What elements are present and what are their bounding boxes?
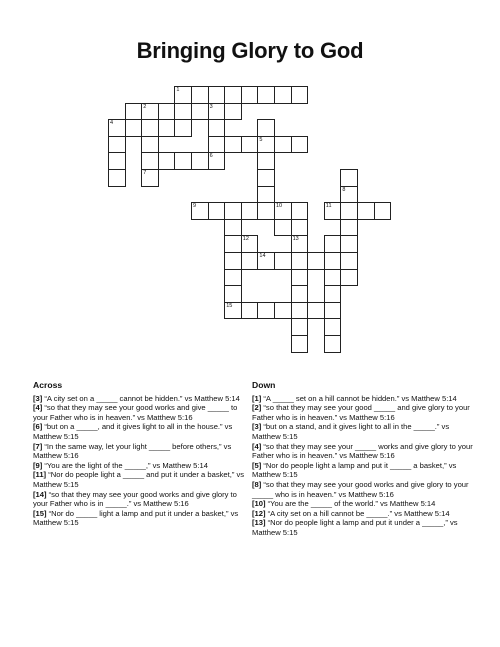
clue-text: “so that they may see your good works and give _____ to your Father who is in heaven.” vs Matthew 5:16: [33, 403, 238, 422]
across-clue: [33, 509, 251, 528]
clue-text: “but on a stand, and it gives light to all in the _____.” vs Matthew 5:15: [252, 422, 450, 441]
clue-text: “so that they may see your good works and give glory to your _____ who is in heaven.” vs Matthew 5:16: [252, 479, 469, 499]
grid-cell[interactable]: [108, 152, 126, 170]
clue-text: “so that they may see your _____ works and give glory to your Father who is in heaven.” vs Matthew 5:16: [252, 441, 473, 461]
clue-label: [7]: [33, 441, 43, 451]
grid-cell[interactable]: [291, 335, 309, 353]
grid-cell[interactable]: [324, 318, 342, 336]
grid-cell[interactable]: [291, 235, 309, 253]
across-clues: [33, 381, 251, 528]
grid-cell[interactable]: [291, 285, 309, 303]
grid-cell[interactable]: [291, 302, 309, 320]
down-clue: [252, 461, 474, 480]
clue-number: 12: [242, 236, 249, 243]
grid-cell[interactable]: [274, 302, 292, 320]
grid-cell[interactable]: [274, 252, 292, 270]
grid-cell[interactable]: [340, 202, 358, 220]
clue-number: 9: [193, 203, 197, 210]
clue-text: “Nor do _____ light a lamp and put it under a basket,” vs Matthew 5:15: [33, 508, 239, 528]
clue-text: “so that they may see your good _____ and give glory to your Father who is in heaven.” vs Matthew 5:16: [252, 403, 470, 422]
grid-cell[interactable]: [291, 269, 309, 287]
clue-number: 4: [110, 120, 114, 127]
grid-cell[interactable]: [208, 103, 226, 121]
grid-cell[interactable]: [158, 119, 176, 137]
clue-label: [3]: [33, 393, 43, 403]
grid-cell[interactable]: [191, 103, 209, 121]
clue-text: “A city set on a _____ cannot be hidden.” vs Matthew 5:14: [44, 393, 240, 403]
grid-cell[interactable]: [141, 103, 159, 121]
grid-cell[interactable]: [208, 119, 226, 137]
clue-label: [14]: [33, 489, 47, 499]
across-clue: [33, 394, 251, 404]
clue-label: [6]: [33, 422, 43, 432]
across-clue: [33, 442, 251, 461]
grid-cell[interactable]: [324, 269, 342, 287]
grid-cell[interactable]: [224, 103, 242, 121]
grid-cell[interactable]: [191, 86, 209, 104]
grid-cell[interactable]: [224, 235, 242, 253]
grid-cell[interactable]: [324, 285, 342, 303]
grid-cell[interactable]: [208, 136, 226, 154]
grid-cell[interactable]: [307, 302, 325, 320]
clue-number: 11: [325, 203, 332, 210]
clue-label: [9]: [33, 460, 43, 470]
clue-number: 8: [342, 186, 346, 193]
grid-cell[interactable]: [374, 202, 392, 220]
grid-cell[interactable]: [108, 169, 126, 187]
grid-cell[interactable]: [324, 235, 342, 253]
grid-cell[interactable]: [174, 103, 192, 121]
grid-cell[interactable]: [224, 86, 242, 104]
down-clue: [252, 509, 474, 519]
clue-number: 3: [209, 103, 213, 110]
grid-cell[interactable]: [257, 152, 275, 170]
clue-number: 6: [209, 153, 213, 160]
down-clue: [252, 480, 474, 499]
clue-label: [4]: [33, 403, 43, 413]
across-clue: [33, 403, 251, 422]
grid-cell[interactable]: [191, 152, 209, 170]
grid-cell[interactable]: [257, 119, 275, 137]
grid-cell[interactable]: [340, 235, 358, 253]
clue-number: 10: [276, 203, 283, 210]
grid-cell[interactable]: [224, 136, 242, 154]
clue-text: “but on a _____, and it gives light to all in the house.” vs Matthew 5:15: [33, 422, 233, 441]
clue-text: “A _____ set on a hill cannot be hidden.” vs Matthew 5:14: [263, 393, 457, 403]
grid-cell[interactable]: [208, 202, 226, 220]
clue-label: [8]: [252, 479, 262, 489]
grid-cell[interactable]: [291, 86, 309, 104]
grid-cell[interactable]: [340, 252, 358, 270]
clue-text: “You are the _____ of the world.” vs Matthew 5:14: [267, 499, 436, 509]
grid-cell[interactable]: [291, 202, 309, 220]
grid-cell[interactable]: [141, 136, 159, 154]
grid-cell[interactable]: [125, 103, 143, 121]
grid-cell[interactable]: [208, 152, 226, 170]
grid-cell[interactable]: [141, 119, 159, 137]
across-clue-list: [33, 394, 251, 528]
grid-cell[interactable]: [274, 202, 292, 220]
clue-label: [4]: [252, 441, 262, 451]
grid-cell[interactable]: [108, 136, 126, 154]
grid-cell[interactable]: [291, 219, 309, 237]
grid-cell[interactable]: [158, 152, 176, 170]
grid-cell[interactable]: [174, 86, 192, 104]
clue-text: “A city set on a hill cannot be _____.” vs Matthew 5:14: [267, 508, 450, 518]
clue-text: “You are the light of the _____,” vs Matthew 5:14: [44, 460, 208, 470]
grid-cell[interactable]: [340, 186, 358, 204]
grid-cell[interactable]: [224, 202, 242, 220]
down-clues: [252, 381, 474, 538]
grid-cell[interactable]: [324, 302, 342, 320]
clue-label: [3]: [252, 422, 262, 432]
grid-cell[interactable]: [340, 269, 358, 287]
grid-cell[interactable]: [241, 235, 259, 253]
across-heading: Across: [33, 380, 63, 390]
clue-label: [15]: [33, 508, 47, 518]
clue-number: 14: [259, 253, 266, 259]
grid-cell[interactable]: [224, 269, 242, 287]
grid-cell[interactable]: [274, 86, 292, 104]
clue-text: “In the same way, let your light _____ before others,” vs Matthew 5:16: [33, 441, 232, 461]
puzzle-title: Bringing Glory to God: [136, 38, 364, 63]
grid-cell[interactable]: [224, 302, 242, 320]
grid-cell[interactable]: [257, 302, 275, 320]
grid-cell[interactable]: [158, 103, 176, 121]
down-heading: Down: [252, 380, 276, 390]
clue-label: [2]: [252, 403, 262, 413]
grid-cell[interactable]: [257, 86, 275, 104]
clue-label: [1]: [252, 393, 262, 403]
grid-cell[interactable]: [108, 119, 126, 137]
grid-cell[interactable]: [241, 202, 259, 220]
grid-cell[interactable]: [174, 119, 192, 137]
grid-cell[interactable]: [208, 86, 226, 104]
grid-cell[interactable]: [274, 136, 292, 154]
clue-label: [12]: [252, 508, 266, 518]
grid-cell[interactable]: [224, 252, 242, 270]
grid-cell[interactable]: [224, 219, 242, 237]
clue-text: “so that they may see your good works and give glory to your Father who is in _____.” vs Matthew 5:16: [33, 489, 237, 509]
grid-cell[interactable]: [241, 252, 259, 270]
across-clue: [33, 490, 251, 509]
down-clue: [252, 518, 474, 537]
down-clue: [252, 442, 474, 461]
clue-number: 15: [226, 302, 233, 309]
clue-number: 7: [143, 170, 147, 176]
grid-cell[interactable]: [125, 119, 143, 137]
grid-cell[interactable]: [191, 202, 209, 220]
down-clue-list: [252, 394, 474, 538]
across-clue: [33, 461, 251, 471]
grid-cell[interactable]: [324, 252, 342, 270]
grid-cell[interactable]: [291, 136, 309, 154]
grid-cell[interactable]: [340, 169, 358, 187]
across-clue: [33, 422, 251, 441]
grid-cell[interactable]: [257, 169, 275, 187]
clue-number: 1: [176, 87, 180, 93]
clue-label: [5]: [252, 460, 262, 470]
grid-cell[interactable]: [257, 186, 275, 204]
across-clue: [33, 470, 251, 489]
grid-cell[interactable]: [324, 202, 342, 220]
clue-number: 2: [143, 103, 147, 110]
grid-cell[interactable]: [340, 219, 358, 237]
grid-cell[interactable]: [224, 285, 242, 303]
grid-cell[interactable]: [241, 302, 259, 320]
grid-cell[interactable]: [241, 136, 259, 154]
clue-number: 5: [259, 136, 263, 143]
grid-cell[interactable]: [141, 152, 159, 170]
clue-text: “Nor do people light a _____ and put it under a basket,” vs Matthew 5:15: [33, 470, 245, 489]
grid-cell[interactable]: [307, 252, 325, 270]
clue-text: “Nor do people light a lamp and put it _____ a basket,” vs Matthew 5:15: [252, 460, 457, 480]
clue-label: [10]: [252, 499, 266, 509]
down-clue: [252, 403, 474, 422]
down-clue: [252, 394, 474, 404]
clue-number: 13: [292, 236, 299, 243]
clue-label: [13]: [252, 518, 266, 528]
grid-cell[interactable]: [324, 335, 342, 353]
grid-cell[interactable]: [174, 152, 192, 170]
clue-label: [11]: [33, 470, 47, 480]
grid-cell[interactable]: [291, 252, 309, 270]
grid-cell[interactable]: [141, 169, 159, 187]
grid-cell[interactable]: [291, 318, 309, 336]
grid-cell[interactable]: [357, 202, 375, 220]
clue-text: “Nor do people light a lamp and put it under a _____,” vs Matthew 5:15: [252, 518, 458, 537]
grid-cell[interactable]: [241, 86, 259, 104]
grid-cell[interactable]: [274, 219, 292, 237]
grid-cell[interactable]: [257, 136, 275, 154]
down-clue: [252, 422, 474, 441]
grid-cell[interactable]: [257, 252, 275, 270]
grid-cell[interactable]: [257, 202, 275, 220]
down-clue: [252, 499, 474, 509]
